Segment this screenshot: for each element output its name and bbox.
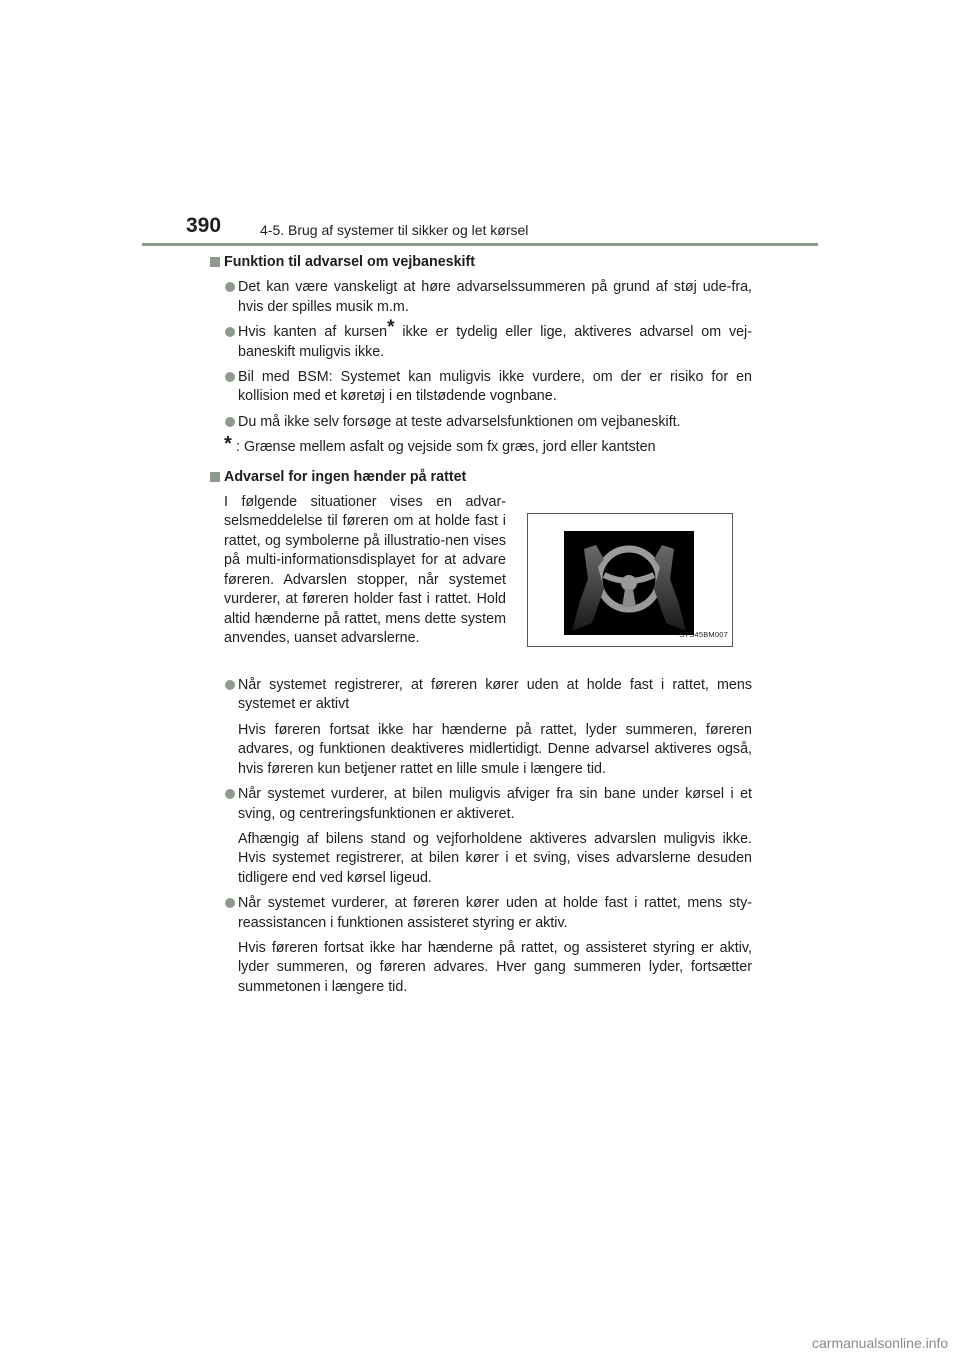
figure-row [210, 493, 752, 668]
round-bullet-icon [225, 680, 235, 690]
list-item [210, 894, 752, 933]
page-content [210, 253, 752, 1003]
round-bullet-icon [225, 789, 235, 799]
footnote [210, 433, 752, 457]
intro-paragraph: I følgende situationer vises en advar-selsmeddelelse til føreren om at holde fast i rattet, og symbolerne på illustratio-nen vises på multi-informationsdisplayet for at advare føreren. Advarslen stopper, når systemet vurderer, at føreren holder fast i rattet. Hold altid hænderne på rattet, mens dette system anvendes, uanset advarslerne. [224, 494, 506, 646]
page-number: 390 [186, 214, 222, 237]
watermark: carmanualsonline.info [812, 1335, 949, 1351]
square-bullet-icon [210, 257, 220, 267]
footnote-mark: * [387, 317, 395, 339]
list-item [210, 317, 752, 362]
list-item-text: Når systemet vurderer, at bilen muligvis afviger fra sin bane under kørsel i et sving, og centreringsfunktionen er aktiveret. [238, 786, 752, 822]
list-item-text-before: Hvis kanten af kursen [238, 324, 388, 341]
round-bullet-icon [225, 417, 235, 427]
list-item-text: Bil med BSM: Systemet kan muligvis ikke vurdere, om der er risiko for en kollision med et køretøj i en tilstødende vognbane. [238, 369, 752, 405]
illustration-frame [527, 513, 733, 647]
list-item-text: Når systemet vurderer, at føreren kører uden at holde fast i rattet, mens sty-reassistancen i funktionen assisteret styring er aktiv. [238, 895, 752, 931]
figure-code: STS45BM007 [679, 629, 728, 639]
round-bullet-icon [225, 898, 235, 908]
detail-paragraph: Hvis føreren fortsat ikke har hænderne på rattet, og assisteret styring er aktiv, lyder summeren, og føreren advares. Hver gang summeren lyder, fortsætter summetonen i længere tid. [238, 939, 752, 995]
list-item-text: Det kan være vanskeligt at høre advarselssummeren på grund af støj ude-fra, hvis der spilles musik m.m. [238, 279, 752, 315]
list-item-text-after: ikke er tydelig eller lige, aktiveres advarsel om vej-baneskift muligvis ikke. [238, 324, 752, 360]
header-rule [142, 243, 818, 246]
section-title: 4-5. Brug af systemer til sikker og let kørsel [260, 222, 529, 238]
heading-text: Advarsel for ingen hænder på rattet [224, 468, 467, 485]
list-item-text: Når systemet registrerer, at føreren kører uden at holde fast i rattet, mens systemet er aktivt [238, 677, 752, 713]
lane-warning-heading [210, 253, 752, 272]
detail-paragraph: Hvis føreren fortsat ikke har hænderne på rattet, lyder summeren, føreren advares, og funktionen deaktiveres midlertidigt. Denne advarsel aktiveres også, hvis føreren kun betjener rattet en lille smule i længere tid. [238, 721, 752, 777]
round-bullet-icon [225, 327, 235, 337]
footnote-text: : Grænse mellem asfalt og vejside som fx græs, jord eller kantsten [236, 439, 656, 456]
list-item [210, 278, 752, 317]
detail-paragraph: Afhængig af bilens stand og vejforholdene aktiveres advarslen muligvis ikke. Hvis systemet registrerer, at bilen kører i et sving, vises advarslerne desuden tidligere end ved kørsel ligeud. [238, 830, 752, 886]
footnote-asterisk: * [224, 433, 232, 456]
hands-off-heading [210, 468, 752, 487]
steering-wheel-hands-icon [564, 531, 694, 635]
round-bullet-icon [225, 372, 235, 382]
list-item [210, 368, 752, 407]
list-item [210, 413, 752, 432]
list-item [210, 676, 752, 715]
square-bullet-icon [210, 472, 220, 482]
hands-off-wheel-illustration [564, 531, 694, 635]
list-item-text: Du må ikke selv forsøge at teste advarselsfunktionen om vejbaneskift. [238, 413, 681, 430]
round-bullet-icon [225, 282, 235, 292]
list-item [210, 785, 752, 824]
heading-text: Funktion til advarsel om vejbaneskift [224, 254, 476, 270]
